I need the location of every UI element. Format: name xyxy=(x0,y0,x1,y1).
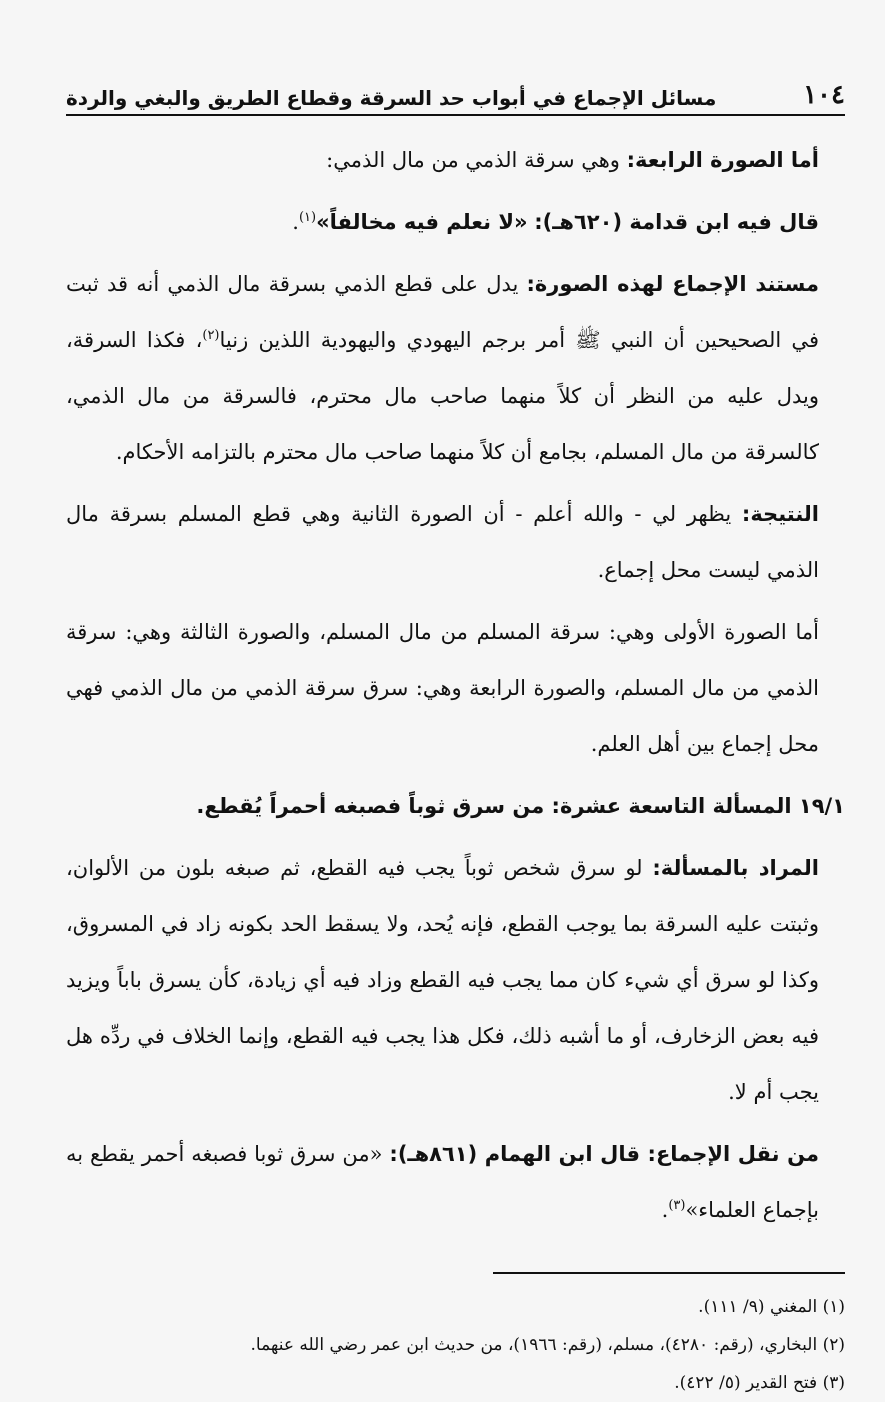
quote-ibn-humam: «من سرق ثوبا فصبغه أحمر يقطع به بإجماع العلماء» xyxy=(66,1142,819,1222)
text-summary: أما الصورة الأولى وهي: سرقة المسلم من مال المسلم، والصورة الثالثة وهي: سرقة الذمي من مال المسلم، والصورة الرابعة وهي: سرق سرقة الذمي من مال الذمي فهي محل إجماع بين أهل العلم. xyxy=(66,620,819,756)
paragraph-consensus: من نقل الإجماع: قال ابن الهمام (٨٦١هـ): «من سرق ثوبا فصبغه أحمر يقطع به بإجماع العلماء»$^{(٣)}$. xyxy=(66,1142,819,1222)
paragraph-fourth-form xyxy=(66,132,845,188)
issue-heading: ١٩/١ المسألة التاسعة عشرة: من سرق ثوباً فصبغه أحمراً يُقطع. xyxy=(196,794,845,818)
page-body xyxy=(66,132,845,1238)
lead-evidence: مستند الإجماع لهذه الصورة: xyxy=(526,272,819,296)
footnote-ref-1: (١) xyxy=(298,210,317,225)
lead-fourth-form: أما الصورة الرابعة: xyxy=(626,148,819,172)
footnote-separator xyxy=(493,1272,845,1274)
text-issue-meaning: لو سرق شخص ثوباً يجب فيه القطع، ثم صبغه بلون من الألوان، وثبتت عليه السرقة بما يوجب القطع، فإنه يُحد، ولا يسقط الحد بكونه زاد في المسروق، وكذا لو سرق أي شيء كان مما يجب فيه القطع وزاد فيه أي زيادة، كأن يسرق باباً ويزيد فيه بعض الزخارف، أو ما أشبه ذلك، فكل هذا يجب فيه القطع، وإنما الخلاف في ردِّه هل يجب أم لا. xyxy=(66,856,819,1104)
lead-result: النتيجة: xyxy=(741,502,819,526)
text-result: يظهر لي - والله أعلم - أن الصورة الثانية وهي قطع المسلم بسرقة مال الذمي ليست محل إجماع. xyxy=(66,502,819,582)
footnote-3: (٣) فتح القدير (٥/ ٤٢٢). xyxy=(674,1373,845,1393)
running-title: مسائل الإجماع في أبواب حد السرقة وقطاع الطريق والبغي والردة xyxy=(66,86,717,110)
footnotes xyxy=(66,1288,845,1402)
paragraph-evidence xyxy=(66,256,845,480)
paragraph-result xyxy=(66,486,845,598)
page-header xyxy=(66,66,845,116)
paragraph-issue-meaning xyxy=(66,840,845,1120)
quote-ibn-qudama: «لا نعلم فيه مخالفاً» xyxy=(316,210,528,234)
footnote-ref-3: (٣) xyxy=(668,1198,686,1213)
text-evidence: يدل على قطع الذمي بسرقة مال الذمي أنه قد ثبت في الصحيحين أن النبي ﷺ أمر برجم اليهودي واليهودية اللذين زنيا xyxy=(66,272,819,352)
paragraph-ibn-qudama: قال فيه ابن قدامة (٦٢٠هـ): «لا نعلم فيه مخالفاً»$^{(١)}$. xyxy=(292,210,819,234)
lead-ibn-qudama: قال فيه ابن قدامة (٦٢٠هـ): xyxy=(534,210,819,234)
page-number: ١٠٤ xyxy=(803,80,845,110)
text-fourth-form: وهي سرقة الذمي من مال الذمي: xyxy=(326,148,620,172)
footnote-2: (٢) البخاري، (رقم: ٤٢٨٠)، مسلم، (رقم: ١٩٦٦)، من حديث ابن عمر رضي الله عنهما. xyxy=(250,1335,845,1355)
footnote-1: (١) المغني (٩/ ١١١). xyxy=(698,1297,845,1317)
issue-heading-paragraph xyxy=(66,778,845,834)
paragraph-summary xyxy=(66,604,845,772)
lead-issue-meaning: المراد بالمسألة: xyxy=(652,856,819,880)
footnote-ref-2: (٢) xyxy=(202,328,220,343)
lead-consensus: من نقل الإجماع: قال ابن الهمام (٨٦١هـ): xyxy=(389,1142,819,1166)
text-evidence-continued: ، فكذا السرقة، ويدل عليه من النظر أن كلاً منهما صاحب مال محترم، فالسرقة من مال الذمي، كالسرقة من مال المسلم، بجامع أن كلاً منهما صاحب مال محترم بالتزامه الأحكام. xyxy=(66,328,819,464)
